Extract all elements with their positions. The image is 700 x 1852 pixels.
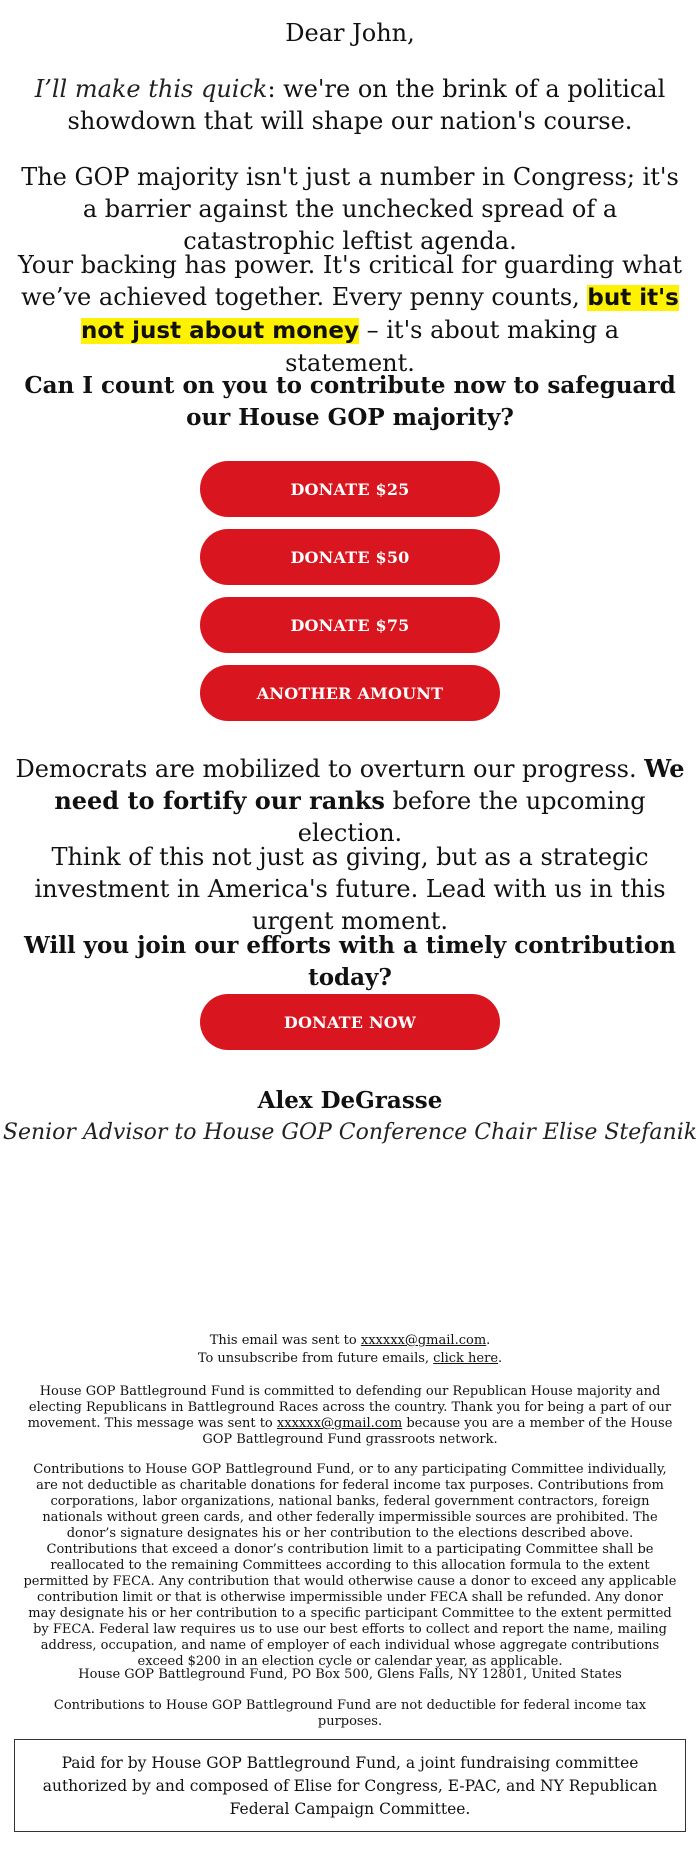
unsubscribe-prefix: To unsubscribe from future emails,	[197, 1351, 434, 1366]
backing-paragraph	[14, 249, 686, 379]
greeting: Dear John,	[285, 19, 415, 47]
contribution-question: Can I count on you to contribute now to safeguard our House GOP majority?	[24, 372, 676, 431]
commitment-end: because you are a member of the House GOP Battleground Fund grassroots network.	[202, 1416, 673, 1447]
paid-for-box: Paid for by House GOP Battleground Fund, a joint fundraising committee authorized by and composed of Elise for Congress, E-PAC, and NY Republican Federal Campaign Committee.	[14, 1739, 686, 1832]
democrats-end: before the upcoming election.	[297, 787, 646, 847]
signature-title: Senior Advisor to House GOP Conference Chair Elise Stefanik	[2, 1120, 698, 1145]
intro-rest: : we're on the brink of a political showdown that will shape our nation's course.	[67, 75, 666, 135]
highlighted-text: but it's not just about money	[80, 285, 679, 344]
unsubscribe-link[interactable]: click here	[433, 1351, 499, 1366]
fortify-text: We need to fortify our ranks	[54, 754, 685, 815]
signature-name: Alex DeGrasse	[257, 1087, 443, 1114]
backing-start: Your backing has power. It's critical for guarding what we’ve achieved together. Every penny counts,	[17, 251, 683, 311]
another-amount-button[interactable]: ANOTHER AMOUNT	[200, 665, 500, 721]
backing-end: – it's about making a statement.	[285, 316, 620, 377]
majority-paragraph: The GOP majority isn't just a number in Congress; it's a barrier against the unchecked spread of a catastrophic leftist agenda.	[21, 163, 679, 255]
mailing-address: House GOP Battleground Fund, PO Box 500, Glens Falls, NY 12801, United States	[78, 1667, 622, 1682]
unsubscribe-line	[22, 1351, 678, 1367]
intro-lead: I’ll make this quick	[34, 75, 268, 103]
tax-notice: Contributions to House GOP Battleground Fund are not deductible for federal income tax purposes.	[53, 1698, 647, 1729]
investment-paragraph: Think of this not just as giving, but as a strategic investment in America's future. Lead with us in this urgent moment.	[34, 843, 666, 935]
recipient-email-link[interactable]: xxxxxx@gmail.com	[360, 1333, 487, 1348]
sent-to-line	[22, 1333, 678, 1349]
intro-paragraph	[14, 73, 686, 137]
democrats-paragraph	[14, 753, 686, 849]
commitment-start: House GOP Battleground Fund is committed to defending our Republican House majority and electing Republicans in Battleground Races across the country. Thank you for being a part of our movement. This message was sent to	[27, 1384, 672, 1431]
join-question: Will you join our efforts with a timely contribution today?	[24, 932, 676, 991]
sent-to-prefix: This email was sent to	[209, 1333, 361, 1348]
commitment-paragraph	[22, 1384, 678, 1448]
donate-25-button[interactable]: DONATE $25	[200, 461, 500, 517]
unsubscribe-suffix: .	[498, 1351, 503, 1366]
democrats-start: Democrats are mobilized to overturn our progress.	[15, 755, 645, 783]
donate-50-button[interactable]: DONATE $50	[200, 529, 500, 585]
donate-now-button[interactable]: DONATE NOW	[200, 994, 500, 1050]
member-email-link[interactable]: xxxxxx@gmail.com	[276, 1416, 403, 1431]
legal-disclaimer: Contributions to House GOP Battleground Fund, or to any participating Committee individually, are not deductible as charitable donations for federal income tax purposes. Contributions from corporations, labor organizations, national banks, federal government contractors, foreign nationals without green cards, and other federally impermissible sources are prohibited. The donor’s signature designates his or her contribution to the elections described above. Contributions that exceed a donor’s contribution limit to a participating Committee shall be reallocated to the remaining Committees according to this allocation formula to the extent permitted by FECA. Any contribution that would otherwise cause a donor to exceed any applicable contribution limit or that is otherwise impermissible under FECA shall be refunded. Any donor may designate his or her contribution to a specific participant Committee to the extent permitted by FECA. Federal law requires us to use our best efforts to collect and report the name, mailing address, occupation, and name of employer of each individual whose aggregate contributions exceed $200 in an election cycle or calendar year, as applicable.	[23, 1462, 677, 1669]
donate-75-button[interactable]: DONATE $75	[200, 597, 500, 653]
sent-to-suffix: .	[486, 1333, 491, 1348]
